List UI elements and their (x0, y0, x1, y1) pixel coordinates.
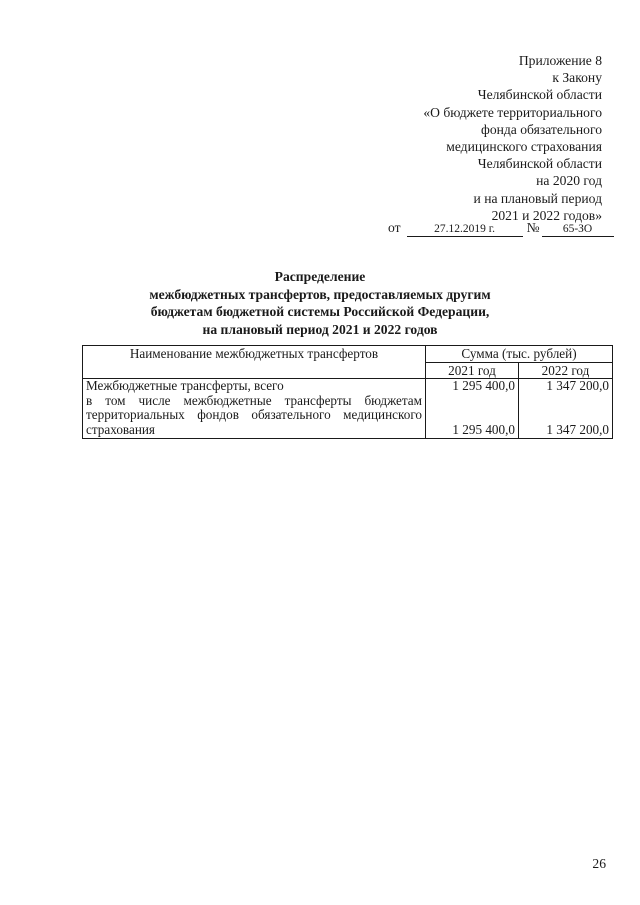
appendix-line: на 2020 год (536, 173, 602, 189)
appendix-line: медицинского страхования (446, 139, 602, 155)
appendix-line: и на плановый период (473, 190, 602, 206)
appendix-line: 2021 и 2022 годов» (491, 207, 602, 223)
number-label: № (526, 220, 540, 235)
transfer-sub-label: в том числе межбюджетные трансферты бюджетам территориальных фондов обязательного медицинского страхования (86, 392, 422, 437)
transfer-name-cell (83, 379, 426, 439)
title-line: на плановый период 2021 и 2022 годов (202, 321, 438, 337)
law-date: 27.12.2019 г. (407, 223, 523, 237)
law-reference (388, 220, 614, 237)
appendix-line: «О бюджете территориального (423, 104, 602, 120)
appendix-line: к Закону (552, 70, 602, 86)
table-row (83, 379, 613, 439)
appendix-line: Приложение 8 (518, 53, 602, 68)
transfer-total-label: Межбюджетные трансферты, всего (86, 378, 284, 393)
total-2021: 1 295 400,0 (452, 378, 515, 393)
appendix-header (342, 52, 602, 224)
appendix-line: Челябинской области (477, 156, 602, 172)
year-header-2021: 2021 год (426, 362, 519, 379)
table-header-row (83, 346, 613, 363)
from-label: от (388, 220, 401, 235)
total-2022: 1 347 200,0 (546, 378, 610, 393)
title-line: бюджетам бюджетной системы Российской Федерации, (150, 304, 490, 320)
appendix-line: Челябинской области (477, 87, 602, 103)
name-column-header: Наименование межбюджетных трансфертов (83, 346, 426, 379)
title-line: Распределение (274, 269, 366, 284)
document-title (0, 268, 640, 338)
sub-2021: 1 295 400,0 (452, 422, 515, 437)
year-header-2022: 2022 год (519, 362, 613, 379)
value-cell-2022 (519, 379, 613, 439)
value-cell-2021 (426, 379, 519, 439)
sum-column-header: Сумма (тыс. рублей) (426, 346, 613, 363)
sub-2022: 1 347 200,0 (546, 422, 610, 437)
title-line: межбюджетных трансфертов, предоставляемых другим (149, 286, 491, 302)
transfers-table (82, 345, 613, 439)
page-number: 26 (592, 856, 606, 871)
appendix-line: фонда обязательного (481, 121, 602, 137)
law-number: 65-ЗО (542, 223, 614, 237)
